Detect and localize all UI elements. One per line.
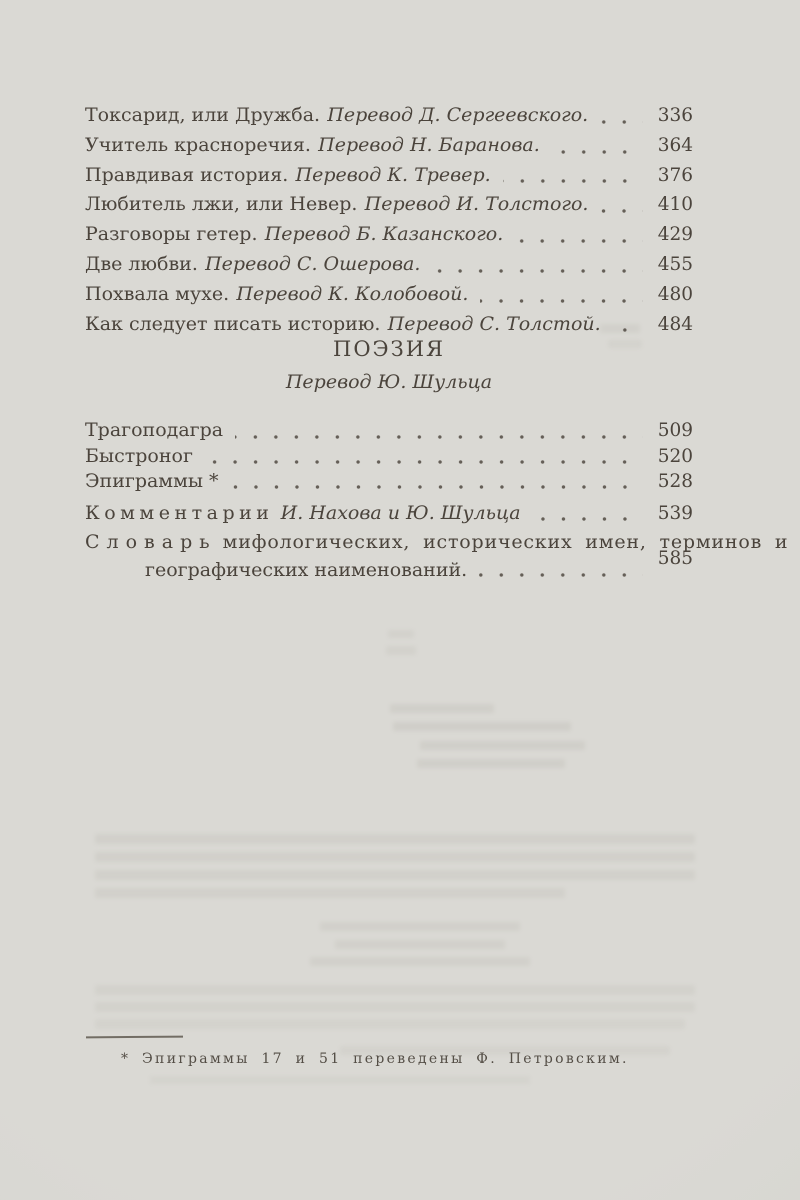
toc-entry <box>85 280 693 310</box>
entry-translator: Перевод К. Тревер. <box>295 163 491 186</box>
toc-entry <box>85 161 693 191</box>
dictionary-line-1-rest: мифологических, исторических имен, терминов и <box>222 530 789 553</box>
entry-translator: Перевод Б. Казанского. <box>264 223 504 246</box>
footnote-text: * Эпиграммы 17 и 51 переведены Ф. Петровским. <box>121 1051 629 1067</box>
bleed-through-line <box>335 940 505 949</box>
dot-leader <box>503 220 647 250</box>
toc-poetry-section <box>85 418 693 494</box>
entry-page-number: 509 <box>657 420 693 442</box>
bleed-through-line <box>417 759 565 768</box>
entry-page-number: 539 <box>657 502 693 524</box>
entry-page-number: 520 <box>657 445 693 467</box>
toc-entry <box>85 250 693 280</box>
dot-leader <box>540 131 647 161</box>
bleed-through-line <box>393 722 571 731</box>
entry-title: Комментарии <box>85 501 274 524</box>
bleed-through-line <box>420 741 585 750</box>
dot-leader <box>588 190 647 220</box>
dot-leader <box>521 499 647 528</box>
dot-leader <box>601 310 647 340</box>
bleed-through-line <box>388 630 414 638</box>
toc-backmatter-section <box>85 499 789 584</box>
dictionary-line-1 <box>85 528 789 556</box>
toc-entry <box>85 101 693 131</box>
section-heading-poetry: ПОЭЗИЯ <box>333 337 445 362</box>
dictionary-line-2 <box>85 556 647 584</box>
entry-page-number: 528 <box>657 470 693 492</box>
entry-translator: Перевод К. Колобовой. <box>236 282 469 305</box>
entry-title: Токсарид, или Дружба. <box>85 104 321 126</box>
bleed-through-line <box>95 985 695 995</box>
entry-title: Похвала мухе. <box>85 282 230 305</box>
footnote-rule <box>86 1036 183 1039</box>
entry-page-number: 585 <box>657 548 693 570</box>
entry-page-number: 429 <box>657 224 693 246</box>
entry-title: Любитель лжи, или Невер. <box>85 193 358 216</box>
dot-leader <box>193 444 647 469</box>
dot-leader <box>219 469 647 494</box>
entry-page-number: 480 <box>657 283 693 305</box>
dot-leader <box>468 280 647 310</box>
toc-prose-section <box>85 101 693 339</box>
entry-title: Трагоподагра <box>85 419 224 442</box>
dot-leader <box>420 250 647 280</box>
dot-leader <box>491 161 647 191</box>
toc-entry <box>85 444 693 469</box>
toc-entry-commentary <box>85 499 693 528</box>
bleed-through-line <box>150 1076 530 1084</box>
toc-entry <box>85 190 693 220</box>
entry-title: Учитель красноречия. <box>85 133 311 156</box>
entry-title: Разговоры гетер. <box>85 223 258 246</box>
toc-entry <box>85 131 693 161</box>
entry-title: Две любви. <box>85 252 198 275</box>
entry-title: Правдивая история. <box>85 163 289 186</box>
toc-entry <box>85 310 693 340</box>
entry-translator: Перевод С. Ошерова. <box>205 252 421 275</box>
entry-title: Словарь <box>85 530 217 553</box>
dot-leader <box>467 556 647 584</box>
entry-title: Быстроног <box>85 444 193 467</box>
entry-translator: Перевод Д. Сергеевского. <box>327 104 589 126</box>
poetry-translator-subheading: Перевод Ю. Шульца <box>285 371 493 394</box>
bleed-through-line <box>310 957 530 966</box>
entry-page-number: 376 <box>657 164 693 186</box>
entry-page-number: 336 <box>657 105 693 126</box>
toc-entry <box>85 469 693 494</box>
bleed-through-line <box>95 1002 695 1012</box>
toc-content <box>85 0 789 584</box>
bleed-through-line <box>95 888 565 898</box>
bleed-through-line <box>95 834 695 844</box>
bleed-through-line <box>386 646 416 655</box>
entry-authors: И. Нахова и Ю. Шульца <box>280 501 521 524</box>
entry-translator: Перевод И. Толстого. <box>364 193 589 216</box>
toc-entry <box>85 220 693 250</box>
dot-leader <box>223 418 647 443</box>
bleed-through-line <box>390 704 494 713</box>
entry-title: Эпиграммы * <box>85 469 219 492</box>
entry-page-number: 484 <box>657 313 693 335</box>
entry-page-number: 410 <box>657 194 693 216</box>
bleed-through-line <box>95 852 695 862</box>
bleed-through-line <box>320 922 520 931</box>
entry-title: Как следует писать историю. <box>85 312 381 335</box>
toc-entry-dictionary <box>85 528 789 584</box>
toc-entry <box>85 418 693 443</box>
entry-translator: Перевод Н. Баранова. <box>318 133 540 156</box>
entry-translator: Перевод С. Толстой. <box>387 312 601 335</box>
entry-page-number: 455 <box>657 253 693 275</box>
bleed-through-line <box>95 1019 685 1029</box>
dot-leader <box>588 101 647 131</box>
dictionary-line-2-text: географических наименований. <box>145 558 468 581</box>
bleed-through-line <box>95 870 695 880</box>
entry-page-number: 364 <box>657 134 693 156</box>
